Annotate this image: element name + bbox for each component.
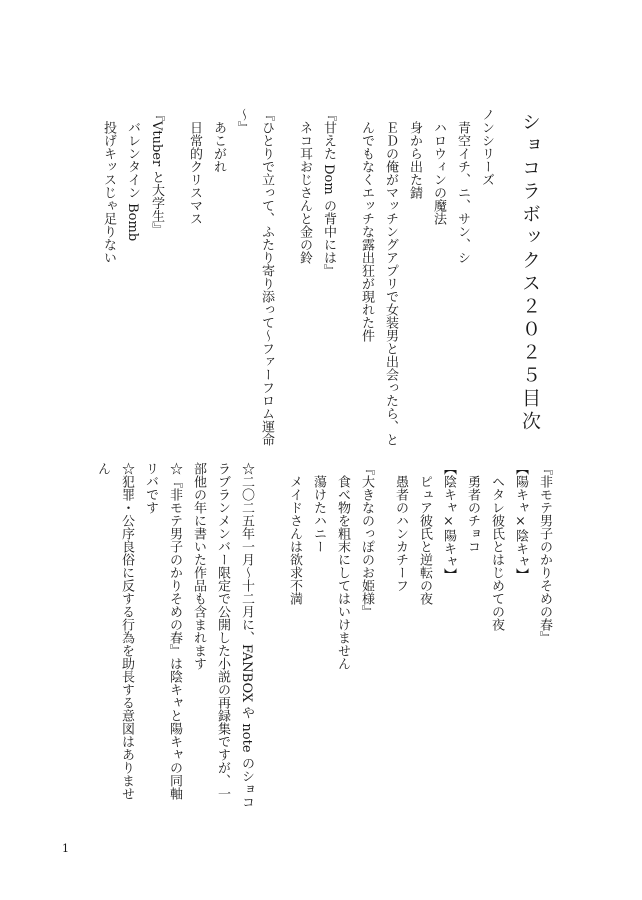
toc-line: 『ひとりで立って、ふたり寄り添って〜ファーフロム運命 [259,108,274,446]
toc-line: 【陽キャ×陰キャ】 [513,462,528,581]
toc-line: 『Vtuber と大学生』 [149,108,164,236]
toc-line: 【陰キャ×陽キャ】 [441,462,456,581]
note-line: ☆犯罪・公序良俗に反する行為を助長する意図はありませ [119,462,134,800]
toc-line: あこがれ [211,108,226,173]
toc-line: 日常的クリスマス [187,108,202,225]
note-line: ☆二〇二五年一月〜十二月に、FANBOX や note のショコ [239,462,254,809]
note-line: リバです [143,462,158,514]
toc-line: ノンシリーズ [479,108,494,186]
note-line: ☆『非モテ男子のかりそめの春』は陰キャと陽キャの同軸 [167,462,182,800]
toc-line: ヘタレ彼氏とはじめての夜 [489,462,504,631]
document-title: ショコラボックス２０２５目次 [519,112,541,434]
toc-line: メイドさんは欲求不満 [287,462,302,605]
toc-line: 投げキッスじゃ足りない [101,108,116,264]
note-line: ラブランメンバー限定で公開した小説の再録集ですが、一 [215,462,230,800]
toc-line: ネコ耳おじさんと金の鈴 [297,108,312,264]
toc-line: 愚者のハンカチーフ [393,462,408,592]
toc-line: 青空イチ、ニ、サン、シ [455,108,470,264]
toc-line: ピュア彼氏と逆転の夜 [417,462,432,605]
toc-line: 〜』 [235,108,250,134]
toc-line: ハロウィンの魔法 [431,108,446,225]
note-line: ん [95,462,110,475]
note-line: 部他の年に書いた作品も含まれます [191,462,206,670]
toc-line: 『甘えた Dom の背中には』 [321,108,336,277]
toc-line: 蕩けたハニー [311,462,326,553]
toc-line: ＥＤの俺がマッチングアプリで女装男と出会ったら、と [383,108,398,446]
toc-line: 勇者のチョコ [465,462,480,553]
toc-line: 『大きなのっぽのお姫様』 [359,462,374,618]
toc-line: バレンタイン Bomb [125,108,140,242]
toc-line: 食べ物を粗末にしてはいけません [335,462,350,670]
toc-line: 『非モテ男子のかりそめの春』 [537,462,552,644]
toc-line: んでもなくエッチな露出狂が現れた件 [359,108,374,342]
page-number: 1 [62,842,69,855]
toc-line: 身から出た錆 [407,108,422,199]
